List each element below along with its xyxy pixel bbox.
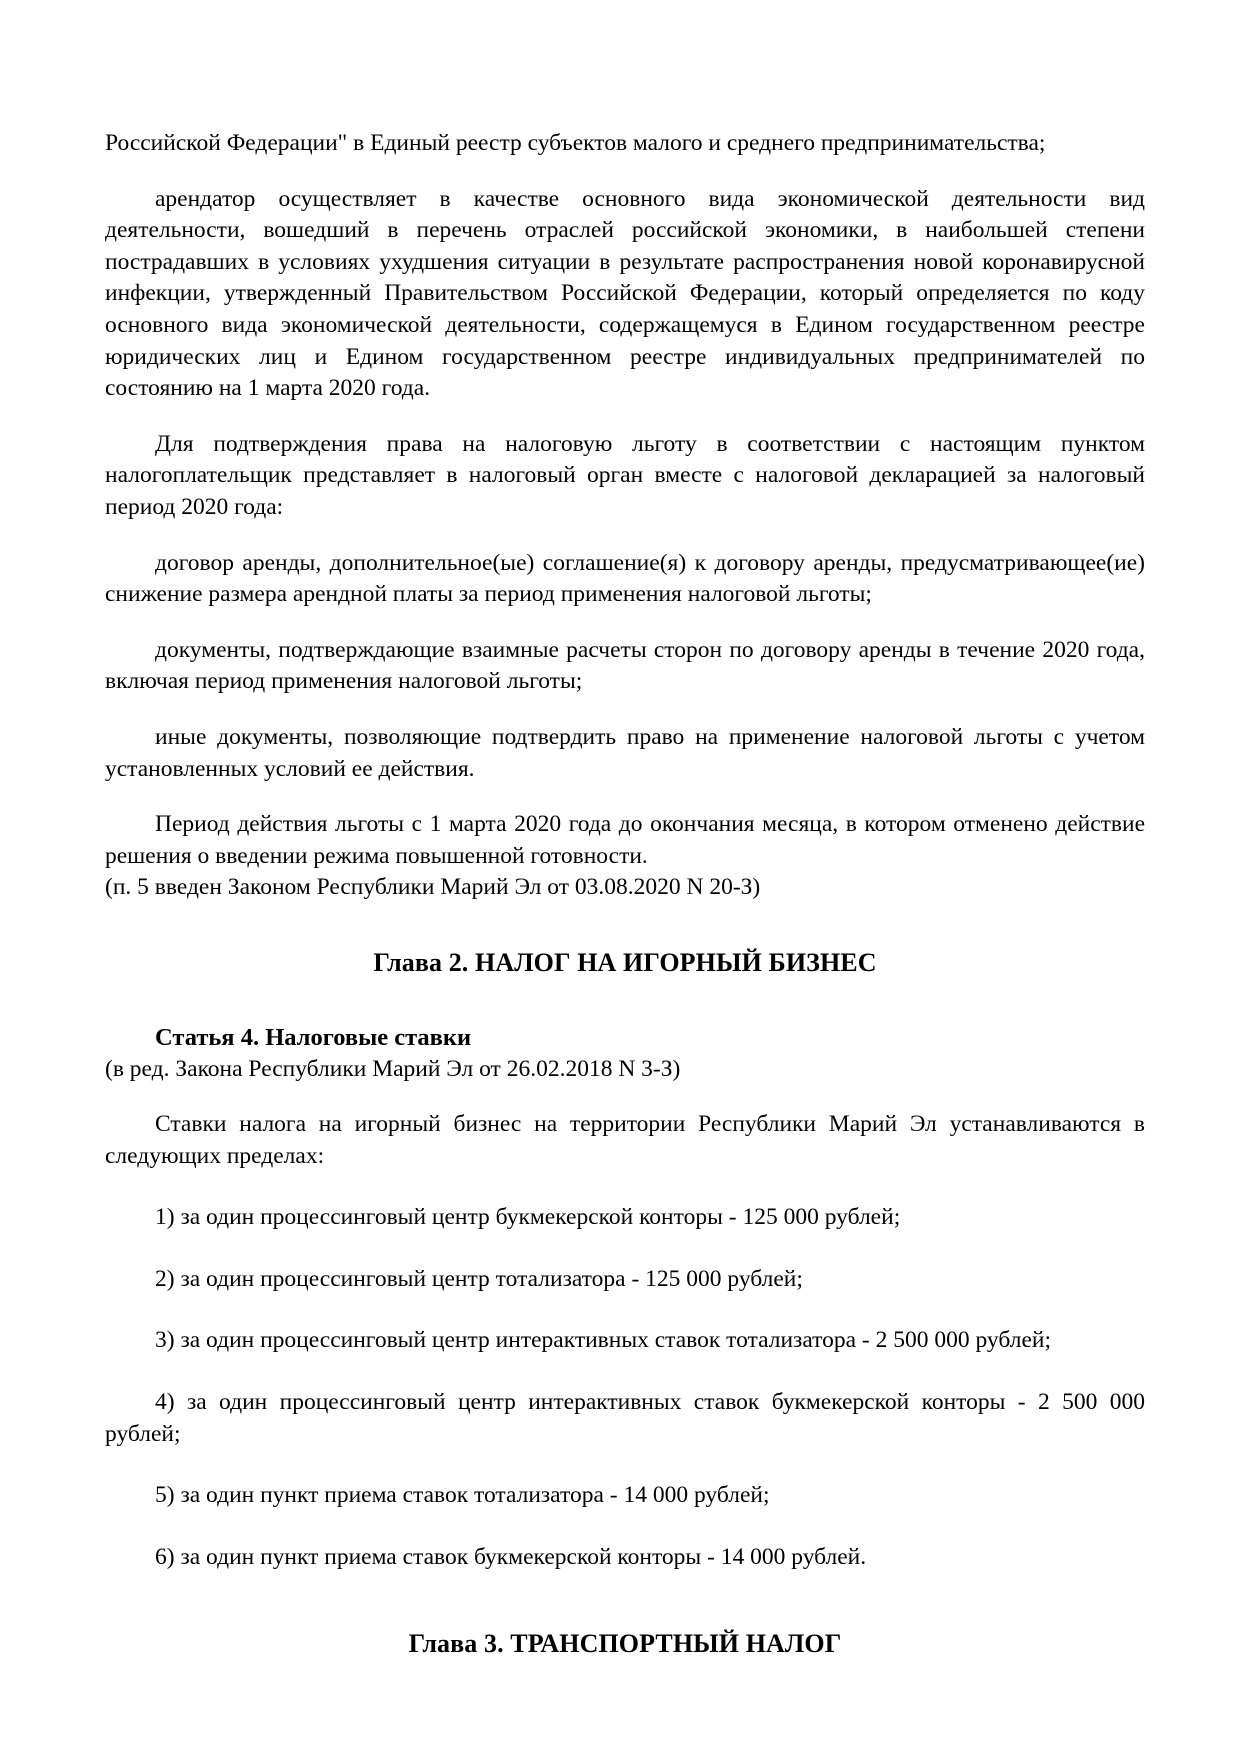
list-spacer [105,1295,1145,1325]
list-spacer [105,1172,1145,1202]
list-spacer [105,1450,1145,1480]
paragraph-contract: договор аренды, дополнительное(ые) соглашение(я) к договору аренды, предусматривающее(ие) снижение размера арендной платы за период применения налоговой льготы; [105,549,1145,608]
paragraph-confirmation: Для подтверждения права на налоговую льготу в соответствии с настоящим пунктом налогоплательщик представляет в налоговый орган вместе с налоговой декларацией за налоговый период 2020 года: [105,430,1145,520]
chapter-2-heading: Глава 2. НАЛОГ НА ИГОРНЫЙ БИЗНЕС [373,947,877,977]
paragraph-spacer [105,160,1145,184]
rate-item-5: 5) за один пункт приема ставок тотализатора - 14 000 рублей; [155,1482,770,1509]
article-4-intro: Ставки налога на игорный бизнес на территории Республики Марий Эл устанавливаются в следующих пределах: [105,1111,1145,1169]
continued-paragraph: Российской Федерации" в Единый реестр субъектов малого и среднего предпринимательства; [105,130,1046,156]
paragraph-spacer [105,611,1145,635]
paragraph-arendator: арендатор осуществляет в качестве основного вида экономической деятельности вид деятельности, вошедший в перечень отраслей российской экономики, в наибольшей степени пострадавших в условиях ухудшения ситуации в результате распространения новой коронавирусной инфекции, утвержденный Правительством Российской Федерации, который определяется по коду основного вида экономической деятельности, содержащемуся в Едином государственном реестре юридических лиц и Едином государственном реестре индивидуальных предпринимателей по состоянию на 1 марта 2020 года. [105,185,1145,402]
rate-item-1: 1) за один процессинговый центр букмекерской конторы - 125 000 рублей; [155,1204,901,1231]
rate-item-6: 6) за один пункт приема ставок букмекерской конторы - 14 000 рублей. [155,1543,867,1570]
note-p5: (п. 5 введен Законом Республики Марий Эл от 03.08.2020 N 20-З) [105,874,761,901]
list-spacer [105,1357,1145,1387]
heading-spacer [105,980,1145,1022]
paragraph-spacer [105,405,1145,429]
paragraph-spacer [105,698,1145,722]
article-4-heading: Статья 4. Налоговые ставки [155,1023,472,1051]
document-body [105,128,1145,1661]
list-spacer [105,1512,1145,1542]
chapter-3-heading: Глава 3. ТРАНСПОРТНЫЙ НАЛОГ [408,1629,842,1659]
paragraph-spacer [105,1085,1145,1109]
heading-spacer [105,904,1145,946]
paragraph-spacer [105,785,1145,809]
rate-item-4: 4) за один процессинговый центр интерактивных ставок букмекерской конторы - 2 500 000 рублей; [105,1389,1145,1447]
rate-item-3: 3) за один процессинговый центр интерактивных ставок тотализатора - 2 500 000 рублей; [155,1327,1052,1354]
rate-item-2: 2) за один процессинговый центр тотализатора - 125 000 рублей; [155,1265,803,1292]
article-4-source-note: (в ред. Закона Республики Марий Эл от 26.02.2018 N 3-З) [105,1055,681,1082]
list-spacer [105,1234,1145,1264]
paragraph-period: Период действия льготы с 1 марта 2020 года до окончания месяца, в котором отменено действие решения о введении режима повышенной готовности. [105,811,1145,869]
paragraph-documents: документы, подтверждающие взаимные расчеты сторон по договору аренды в течение 2020 года, включая период применения налоговой льготы; [105,636,1145,695]
paragraph-other-documents: иные документы, позволяющие подтвердить право на применение налоговой льготы с учетом установленных условий ее действия. [105,723,1145,782]
paragraph-spacer [105,524,1145,548]
heading-spacer [105,1573,1145,1627]
